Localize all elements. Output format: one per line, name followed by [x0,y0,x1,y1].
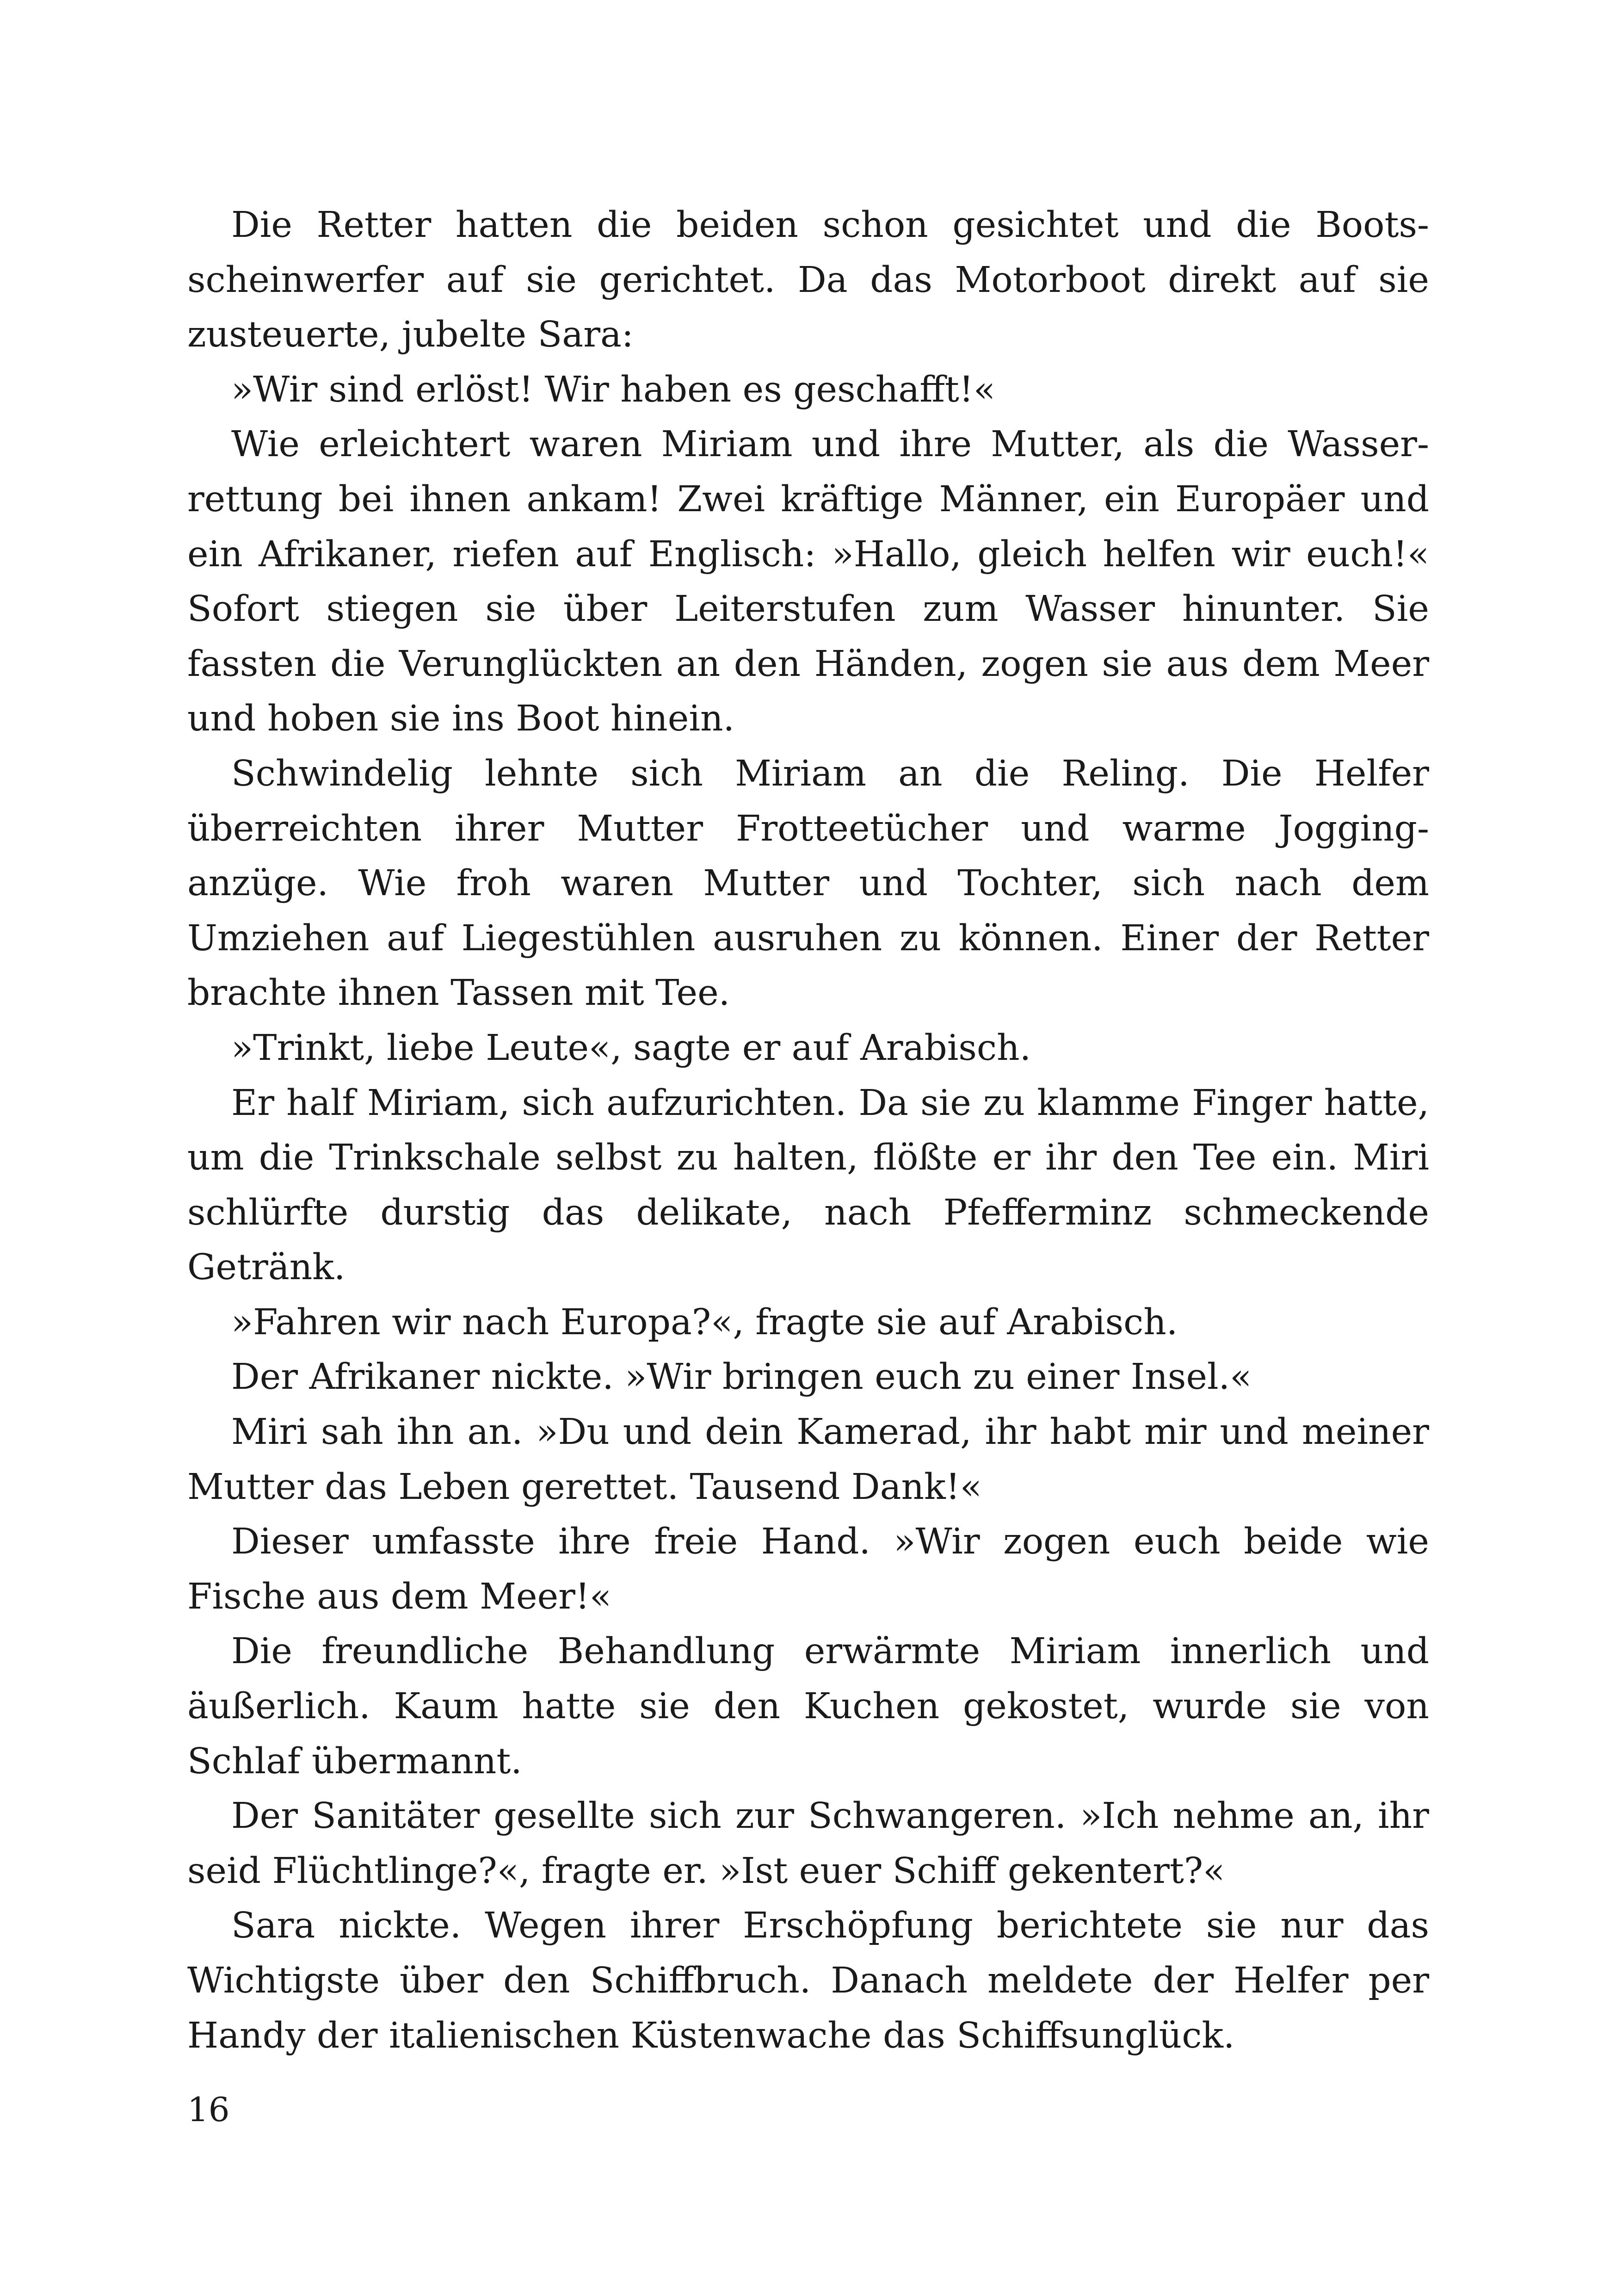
paragraph: »Trinkt, liebe Leute«, sagte er auf Arabisch. [231,1027,1031,1069]
paragraph: »Fahren wir nach Europa?«, fragte sie auf Arabisch. [231,1301,1178,1343]
paragraph: Der Sanitäter gesellte sich zur Schwangeren. »Ich nehme an, ihr seid Flüchtlinge?«, fragte er. »Ist euer Schiff gekentert?« [187,1795,1429,1892]
paragraph: Dieser umfasste ihre freie Hand. »Wir zogen euch beide wie Fische aus dem Meer!« [187,1521,1429,1617]
paragraph: Der Afrikaner nickte. »Wir bringen euch zu einer Insel.« [231,1356,1252,1398]
paragraph: Schwindelig lehnte sich Miriam an die Reling. Die Helfer überreichten ihrer Mutter Frotteetücher und warme Jogginganzüge. Wie froh waren Mutter und Tochter, sich nach dem Umziehen auf Liegestühlen ausruhen zu können. Einer der Retter brachte ihnen Tassen mit Tee. [187,753,1429,1014]
page-number: 16 [187,2090,230,2129]
paragraph: »Wir sind erlöst! Wir haben es geschafft!« [231,369,995,410]
paragraph: Er half Miriam, sich aufzurichten. Da sie zu klamme Finger hatte, um die Trinkschale selbst zu halten, flößte er ihr den Tee ein. Miri schlürfte durstig das delikate, nach Pfefferminz schmeckende Getränk. [187,1082,1429,1288]
paragraph: Wie erleichtert waren Miriam und ihre Mutter, als die Wasserrettung bei ihnen ankam! Zwei kräftige Männer, ein Europäer und ein Afrikaner, riefen auf Englisch: »Hallo, gleich helfen wir euch!« Sofort stiegen sie über Leiterstufen zum Wasser hinunter. Sie fassten die Verunglückten an den Händen, zogen sie aus dem Meer und hoben sie ins Boot hinein. [187,424,1429,740]
paragraph: Die freundliche Behandlung erwärmte Miriam innerlich und äußerlich. Kaum hatte sie den Kuchen gekostet, wurde sie von Schlaf übermannt. [187,1631,1429,1782]
paragraph: Sara nickte. Wegen ihrer Erschöpfung berichtete sie nur das Wichtigste über den Schiffbruch. Danach meldete der Helfer per Handy der italienischen Küstenwache das Schiffsunglück. [187,1905,1429,2056]
body-text [187,198,1429,2063]
paragraph: Miri sah ihn an. »Du und dein Kamerad, ihr habt mir und meiner Mutter das Leben gerettet. Tausend Dank!« [187,1411,1429,1508]
paragraph: Die Retter hatten die beiden schon gesichtet und die Bootsscheinwerfer auf sie gerichtet. Da das Motorboot direkt auf sie zusteuerte, jubelte Sara: [187,204,1429,356]
